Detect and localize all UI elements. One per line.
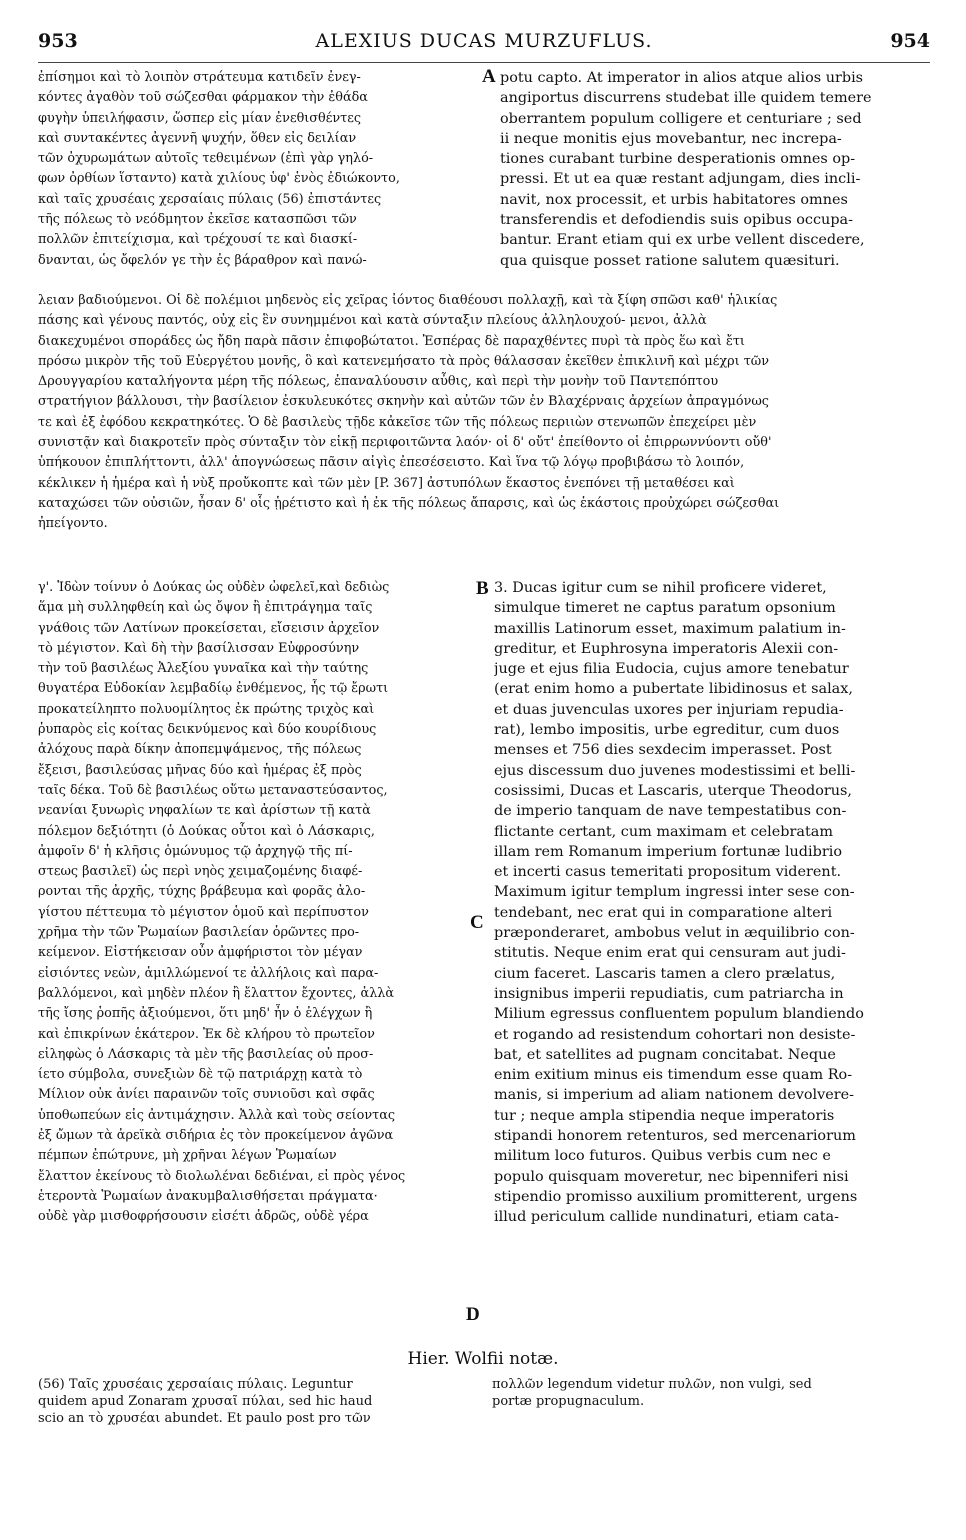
text-line: Maximum igitur templum ingressi inter sese con- [494, 884, 855, 901]
text-line: ἐπίσημοι καὶ τὸ λοιπὸν στράτευμα κατιδεῖν ἐνεγ- [38, 70, 361, 85]
text-line: στεως βασιλεῖ) ὡς περὶ νηὸς χειμαζομένης διαφέ- [38, 864, 363, 880]
text-line: ταῖς δέκα. Τοῦ δὲ βασιλέως οὕτω μεταναστεύσαντος, [38, 782, 388, 798]
running-header [38, 30, 930, 60]
running-title: ALEXIUS DUCAS MURZUFLUS. [315, 30, 653, 52]
text-line: populo quisquam moveretur, nec bipenniferi nisi [494, 1168, 849, 1185]
text-line: Milium egressus confluentem populum blandiendo [494, 1006, 864, 1023]
text-line: stitutis. Neque enim erat qui censuram aut judi- [494, 945, 846, 962]
text-line: stipandi honorem retenturos, sed mercenariorum [494, 1128, 856, 1145]
text-line: ρονται τῆς ἀρχῆς, τύχης βράβευμα καὶ φορᾶς ἀλο- [38, 884, 366, 900]
text-line: νεανίαι ξυνωρὶς νηφαλίων τε καὶ ἀρίστων τῇ κατὰ [38, 803, 371, 819]
text-line: et incerti casus temeritati propositum viderent. [494, 864, 842, 881]
text-line: ἔλαττον ἐκείνους τὸ διολωλέναι δεδιέναι, εἰ πρὸς γένος [38, 1168, 406, 1184]
text-line: ἅμα μὴ συλληφθείη καὶ ὡς ὄψον ἢ ἐπιτράγημα ταῖς [38, 600, 373, 616]
top-latin-column [500, 68, 930, 271]
text-line: menses et 756 dies sexdecim imperasset. Post [494, 742, 832, 759]
text-line: πρόσω μικρὸν τῆς τοῦ Εὐεργέτου μονῆς, ὃ καὶ κατενεμήσατο τὰ πρὸς θάλασσαν ἐκεῖθεν ἐπικλινῆ καὶ μέχρι τῶν [38, 353, 769, 369]
text-line: rat), lembo impositis, urbe egreditur, cum duos [494, 722, 840, 739]
text-line: maxillis Latinorum esset, maximum palatium in- [494, 620, 846, 637]
text-line: τὴν τοῦ βασιλέως Ἀλεξίου γυναῖκα καὶ τὴν ταύτης [38, 661, 369, 677]
text-line: λειαν βαδιούμενοι. Οἱ δὲ πολέμιοι μηδενὸς εἰς χεῖρας ἰόντος διαθέουσι πολλαχῇ, καὶ τὰ ξίφη σπῶσι καθ' ἡλικίας [38, 293, 778, 308]
text-line: simulque timeret ne captus paratum opsonium [494, 600, 836, 617]
text-line: et duas juvenculas uxores per injuriam repudia- [494, 701, 844, 718]
text-line: οὐδὲ γὰρ μισθοφρήσουσιν εἰσέτι ἀδρῶς, οὐδὲ γέρα [38, 1209, 369, 1225]
text-line: (erat enim homo a pubertate libidinosus et salax, [494, 681, 853, 698]
text-line: de imperio tanquam de nave tempestatibus con- [494, 803, 847, 820]
text-line: angiportus discurrens studebat ille quidem temere [500, 90, 872, 107]
lower-greek-column [38, 578, 466, 1228]
text-line: τῆς ἴσης ῥοπῆς ἀξιούμενοι, ὅτι μηδ' ἦν ὁ ἐλέγχων ἢ [38, 1006, 373, 1022]
text-line: tur ; neque ampla stipendia neque imperatoris [494, 1107, 835, 1124]
text-line: transferendis et defodiendis suis opibus occupa- [500, 212, 853, 229]
text-line: ii neque monitis ejus movebantur, nec increpa- [500, 130, 842, 147]
text-line: qua quisque posset ratione salutem quæsituri. [500, 252, 840, 269]
header-rule [38, 62, 930, 63]
text-line: διακεχυμένοι σποράδες ὡς ἤδη παρὰ πᾶσιν ἐπιφοβώτατοι. Ἑσπέρας δὲ παραχθέντες πυρὶ τὰ πρὸς ἕω καὶ ἔτι [38, 333, 745, 349]
text-line: navit, nox processit, et urbis habitatores omnes [500, 191, 848, 208]
text-line: κόντες ἀγαθὸν τοῦ σώζεσθαι φάρμακον τὴν ἐθάδα [38, 90, 368, 106]
footnote-right [492, 1376, 930, 1410]
text-line: Μίλιον οὐκ ἀνίει παραινῶν τοῖς συνιοῦσι καὶ σφᾶς [38, 1087, 375, 1103]
text-line: τῶν ὀχυρωμάτων αὐτοῖς τεθειμένων (ἐπὶ γὰρ γηλό- [38, 151, 374, 167]
page-number-right: 954 [890, 30, 930, 52]
full-width-greek [38, 291, 930, 535]
text-line: pressi. Et ut ea quæ restant adjungam, dies incli- [500, 171, 861, 188]
text-line: πολλῶν ἐπιτείχισμα, καὶ τρέχουσί τε καὶ διασκί- [38, 232, 358, 248]
margin-marker-b: B [476, 578, 489, 599]
text-line: συνιστᾷν καὶ διακροτεῖν πρὸς σύνταξιν τὸν εἰκῇ περιφοιτῶντα λαόν· οἱ δ' οὔτ' ἐπείθοντο οἱ ἐπιρρωννύοντι οὔθ' [38, 435, 772, 451]
text-line: tiones curabant turbine desperationis omnes op- [500, 151, 856, 168]
footnote-left [38, 1376, 468, 1427]
text-line: ίετο σύμβολα, συνεξιὼν δὲ τῷ πατριάρχῃ κατὰ τὸ [38, 1067, 363, 1083]
text-line: Δρουγγαρίου καταλήγοντα μέρη τῆς πόλεως, ἐπαναλύουσιν αὖθις, καὶ περὶ τὴν μονὴν τοῦ Παντεπόπτου [38, 374, 719, 390]
text-line: χρῆμα τὴν τῶν Ῥωμαίων βασιλείαν ὁρῶντες προ- [38, 925, 360, 941]
text-line: καὶ ταῖς χρυσέαις χερσαίαις πύλαις (56) ἐπιστάντες [38, 191, 382, 207]
text-line: τὸ μέγιστον. Καὶ δὴ τὴν βασίλισσαν Εὐφροσύνην [38, 640, 360, 656]
text-line: κέκλικεν ἡ ἡμέρα καὶ ἡ νὺξ προὔκοπτε καὶ τῶν μὲν [P. 367] ἀστυπόλων ἕκαστος ἐνεπόνει τῇ μεταθέσει καὶ [38, 475, 735, 491]
text-line: stipendio promisso auxilium promitterent, urgens [494, 1188, 858, 1205]
text-line: illud periculum callide nundinaturi, etiam cata- [494, 1209, 839, 1226]
text-line: portæ propugnaculum. [492, 1394, 645, 1409]
text-line: στρατήγιον βάλλουσι, τὴν βασίλειον ἐσκυλευκότες σκηνὴν καὶ αὐτῶν τῶν ἐν Βλαχέρναις ἀρχείων ἀπραγμόνως [38, 394, 769, 410]
text-line: γ'. Ἰδὼν τοίνυν ὁ Δούκας ὡς οὐδὲν ὠφελεῖ,καὶ δεδιὼς [38, 580, 390, 595]
text-line: ὑπήκουον ἐπιπλήττοντι, ἀλλ' ἀπογνώσεως πᾶσιν αἰγὶς ἐπεσέσειστο. Καὶ ἵνα τῷ λόγῳ προβιβάσω τὸ λοιπόν, [38, 455, 745, 471]
text-line: δνανται, ὡς ὄφελόν γε τὴν ἐς βάραθρον καὶ πανώ- [38, 252, 367, 268]
text-line: oberrantem populum colligere et centuriare ; sed [500, 110, 862, 127]
text-line: bat, et satellites ad pugnam concitabat. Neque [494, 1046, 836, 1063]
margin-marker-c: C [470, 912, 484, 933]
text-line: γνάθοις τῶν Λατίνων προκείσεται, εἴσεισιν ἀρχεῖον [38, 620, 380, 636]
text-line: καὶ συντακέντες ἀγεννῆ ψυχήν, ὅθεν εἰς δειλίαν [38, 130, 357, 146]
text-line: τε καὶ ἐξ ἐφόδου κεκρατηκότες. Ὁ δὲ βασιλεὺς τῇδε κἀκεῖσε τῶν τῆς πόλεως περιιὼν στενωπῶν ἐπεχείρει μὲν [38, 414, 757, 430]
text-line: manis, si imperium ad aliam nationem devolvere- [494, 1087, 855, 1104]
text-line: πόλεμον δεξιότητι (ὁ Δούκας οὗτοι καὶ ὁ Λάσκαρις, [38, 823, 375, 839]
text-line: βαλλόμενοι, καὶ μηδὲν πλέον ἢ ἔλαττον ἔχοντες, ἀλλὰ [38, 985, 395, 1001]
text-line: juge et ejus filia Eudocia, cujus amore tenebatur [494, 661, 849, 678]
text-line: καὶ ἐπικρίνων ἑκάτερον. Ἐκ δὲ κλήρου τὸ πρωτεῖον [38, 1026, 375, 1042]
text-line: πέμπων ἐπώτρυνε, μὴ χρῆναι λέγων Ῥωμαίων [38, 1148, 337, 1164]
text-line: militum loco futuros. Quibus verbis cum nec e [494, 1148, 831, 1165]
top-greek-column [38, 68, 480, 271]
page-number-left: 953 [38, 30, 78, 52]
notes-title: Hier. Wolfii notæ. [407, 1349, 559, 1369]
text-line: greditur, et Euphrosyna imperatoris Alexii con- [494, 640, 839, 657]
text-line: quidem apud Zonaram χρυσαῖ πύλαι, sed hic haud [38, 1394, 373, 1409]
text-line: tendebant, nec erat qui in comparatione alteri [494, 904, 833, 921]
margin-marker-d: D [466, 1304, 480, 1325]
text-line: πολλῶν legendum videtur πυλῶν, non vulgi, sed [492, 1377, 812, 1392]
text-line: illam rem Romanum imperium fortunæ ludibrio [494, 843, 842, 860]
text-line: enim exitium minus eis timendum esse quam Ro- [494, 1067, 853, 1084]
text-line: præponderaret, ambobus velut in æquilibrio con- [494, 925, 855, 942]
text-line: flictante certant, cum maximam et celebratam [494, 823, 833, 840]
text-line: φων ὀρθίων ἵσταντο) κατὰ χιλίους ὑφ' ἑνὸς ἐδιώκοντο, [38, 171, 400, 187]
text-line: ἀμφοῖν δ' ἡ κλῆσις ὁμώνυμος τῷ ἀρχηγῷ τῆς πί- [38, 843, 353, 859]
text-line: ὑποθωπεύων εἰς ἀντιμάχησιν. Ἀλλὰ καὶ τοὺς σείοντας [38, 1107, 396, 1123]
text-line: insignibus imperii repudiatis, cum patriarcha in [494, 985, 844, 1002]
text-line: γίστου πέττευμα τὸ μέγιστον ὁμοῦ καὶ περίπυστον [38, 904, 369, 920]
text-line: πάσης καὶ γένους παντός, οὐχ εἰς ἓν συνημμένοι καὶ κατὰ σύνταξιν πλείους ἀλληλουχού- μενοι, ἀλλὰ [38, 313, 707, 329]
text-line: ἑτεροντὰ Ῥωμαίων ἀνακυμβαλισθήσεται πράγματα· [38, 1188, 378, 1204]
text-line: bantur. Erant etiam qui ex urbe vellent discedere, [500, 232, 865, 249]
text-line: εἰληφὼς ὁ Λάσκαρις τὰ μὲν τῆς βασιλείας οὐ προσ- [38, 1046, 374, 1062]
text-line: ἔξεισι, βασιλεύσας μῆνας δύο καὶ ἡμέρας ἐξ πρὸς [38, 762, 362, 778]
text-line: (56) Ταῖς χρυσέαις χερσαίαις πύλαις. Leguntur [38, 1377, 353, 1392]
text-line: et rogando ad resistendum cohortari non desiste- [494, 1026, 856, 1043]
text-line: scio an τὸ χρυσέαι abundet. Et paulo post pro τῶν [38, 1411, 371, 1426]
text-line: cium faceret. Lascaris tamen a clero prælatus, [494, 965, 836, 982]
text-line: ἀλόχους παρὰ δίκην ἀποπεμψάμενος, τῆς πόλεως [38, 742, 362, 758]
text-line: τῆς πόλεως τὸ νεόδμητον ἐκεῖσε κατασπῶσι τῶν [38, 212, 357, 228]
margin-marker-a: A [482, 66, 496, 87]
text-line: προκατείληπτο πολυομίλητος ἐκ πρώτης τριχὸς καὶ [38, 701, 375, 717]
text-line: 3. Ducas igitur cum se nihil proficere videret, [494, 580, 827, 596]
text-line: ἐξ ὤμων τὰ ἀρεϊκὰ σιδήρια ἐς τὸν προκείμενον ἀγῶνα [38, 1128, 394, 1144]
lower-latin-column [494, 578, 930, 1228]
text-line: καταχώσει τῶν οὐσιῶν, ἦσαν δ' οἷς ᾑρέτιστο καὶ ἡ ἐκ τῆς πόλεως ἄπαρσις, καὶ ὡς ἑκάστοις προὐχώρει σώζεσθαι [38, 495, 780, 511]
text-line: θυγατέρα Εὐδοκίαν λεμβαδίῳ ἐνθέμενος, ἧς τῷ ἔρωτι [38, 681, 389, 697]
text-line: potu capto. At imperator in alios atque alios urbis [500, 70, 864, 86]
text-line: φυγὴν ὑπειλήφασιν, ὥσπερ εἰς μίαν ἐνεθισθέντες [38, 110, 362, 126]
text-line: ejus discessum duo juvenes modestissimi et belli- [494, 762, 856, 779]
text-line: κείμενον. Εἱστήκεισαν οὖν ἀμφήριστοι τὸν μέγαν [38, 945, 363, 961]
text-line: cosissimi, Ducas et Lascaris, uterque Theodorus, [494, 782, 852, 799]
text-line: ἠπείγοντο. [38, 516, 108, 532]
text-line: εἰσιόντες νεὼν, ἁμιλλώμενοί τε ἀλλήλοις καὶ παρα- [38, 965, 379, 981]
text-line: ῥυπαρὸς εἰς κοίτας δεικνύμενος καὶ δύο κουρίδιους [38, 722, 377, 738]
